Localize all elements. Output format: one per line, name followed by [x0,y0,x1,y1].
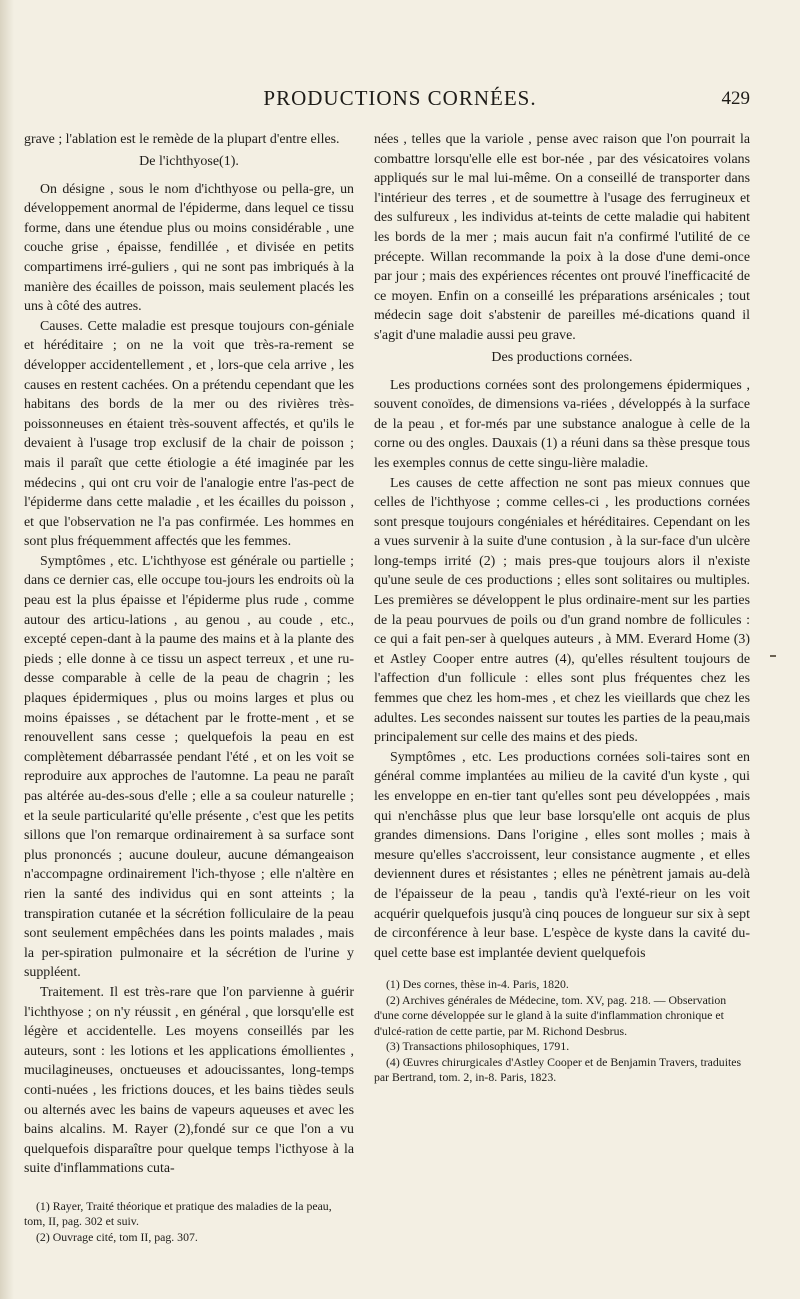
running-title: PRODUCTIONS CORNÉES. [263,86,537,110]
section-heading-productions-cornees: Des productions cornées. [491,349,633,365]
paragraph-ichthyose-definition: On désigne , sous le nom d'ichthyose ou pella-gre, un développement anormal de l'épiderme, dans lequel ce tissu forme, dans une étendue plus ou moins considérable , une couche grise , épaisse, fendillée , et divisée en petits compartimens irré-guliers , qui ne sont pas imbriqués à la manière des écailles de poisson, mais seulement placés les uns à côté des autres. [24,181,354,315]
footnote: (2) Ouvrage cité, tom II, pag. 307. [36,1229,198,1244]
page-gutter-shadow [0,0,14,1299]
paragraph-productions-causes: Les causes de cette affection ne sont pas mieux connues que celles de l'ichthyose ; comme celles-ci , les productions cornées sont presque toujours congéniales et héréditaires. Cependant on les a vues survenir à la suite d'une contusion , à la sur-face d'un ulcère long-temps irrité (2) ; mais pres-que toujours alors il n'existe qu'une seule de ces productions ; elles sont solitaires ou multiples. Les premières se développent le plus ordinaire-ment sur les parties de la peau pourvues de poils ou d'un grand nombre de follicules : ce qui a fait pen-ser à quelques auteurs , à MM. Everard Home (3) et Astley Cooper entre autres (4), qu'elles résultent toujours de l'affection d'un follicule : elles sont plus fréquentes chez les femmes que chez les hom-mes , et chez les vieillards que chez les adultes. Les secondes naissent sur toutes les parties de la peau,mais principalement sur celle des mains et des pieds. [374,475,750,746]
paragraph-ichthyose-traitement: Traitement. Il est très-rare que l'on parvienne à guérir l'ichthyose ; on n'y réussit , en général , que lorsqu'elle est légère et accidentelle. Les moyens conseillés par les auteurs, sont : les lotions et les applications émollientes , mucilagineuses, onctueuses et adoucissantes, long-temps conti-nuées , les frictions douces, et les bains tièdes seuls ou alternés avec les bains de vapeurs aqueuses et avec les bains alcalins. M. Rayer (2),fondé sur ce que l'on a vu quelquefois disparaître pour quelque temps l'icthyose à la suite d'inflammations cuta- [24,984,354,1177]
footnotes-right [374,977,750,1086]
paragraph-productions-symptomes: Symptômes , etc. Les productions cornées soli-taires sont en général comme implantées au milieu de la cavité d'un kyste , qui les enveloppe en en-tier tant qu'elles sont peu développées , mais qui n'enchâsse plus que leur base lorsqu'elle ont acquis de plus grandes dimensions. Dans l'origine , elles sont molles ; mais à mesure qu'elles s'accroissent, leur consistance augmente , et elles deviennent dures et résistantes ; elles ne pénètrent jamais au-delà de l'épaisseur de la peau , tandis qu'à l'exté-rieur on les voit acquérir quelquefois jusqu'à cinq pouces de longueur sur six à sept de circonférence à leur base. L'espèce de kyste dans la cavité du-quel cette base est implantée devient quelquefois [374,749,750,961]
paragraph-intro: grave ; l'ablation est le remède de la plupart d'entre elles. [24,132,340,147]
section-heading-ichthyose: De l'ichthyose(1). [139,153,239,169]
footnote: (3) Transactions philosophiques, 1791. [386,1039,570,1054]
page-number: 429 [721,88,750,109]
right-column [374,130,750,1086]
footnotes-left [24,1199,354,1246]
footnote: (2) Archives générales de Médecine, tom. XV, pag. 218. — Observation d'une corne développée sur le gland à la suite d'inflammation chronique et d'ulcé-ration de cette partie, par M. Richond Desbrus. [374,992,727,1038]
paragraph-ichthyose-symptomes: Symptômes , etc. L'ichthyose est générale ou partielle ; dans ce dernier cas, elle occupe tou-jours les endroits où la peau est la plus épaisse et l'épiderme plus rude , comme autour des articu-lations , au genou , au coude , etc., excepté cepen-dant à la paume des mains et à la plante des pieds ; elle donne à ce tissu un aspect terreux , et une ru-desse comparable à celle de la peau de chagrin ; les plaques épidermiques , plus ou moins larges et plus ou moins épaisses , se détachent par le frotte-ment , et se renouvellent sans cesse ; quelquefois la peau en est complètement débarrassée pendant l'été , et on les voit se reproduire aux approches de l'automne. La peau ne paraît pas altérée au-des-sous d'elle ; elle a sa couleur naturelle ; et la seule particularité qu'elle présente , c'est que les petits sillons que l'on remarque ordinairement à sa surface sont plus prononcés ; aucune douleur, aucune démangeaison n'accompagne ordinairement l'ich-thyose ; elle n'altère en rien la santé des individus qui en sont atteints ; la transpiration cutanée et la sécrétion folliculaire de la peau sont seulement empêchées dans les points malades , mais la per-spiration pulmonaire et la sécrétion de l'urine y suppléent. [24,553,354,981]
footnote: (1) Des cornes, thèse in-4. Paris, 1820. [386,977,569,992]
print-speck [770,655,776,657]
paragraph-continuation: nées , telles que la variole , pense avec raison que l'on pourrait la combattre lorsqu'elle elle est bor-née , par des vésicatoires volans appliqués sur le mal lui-même. On a conseillé de transporter dans l'intérieur des terres , et de soumettre à l'usage des ferrugineux et des sulfureux , les individus at-teints de cette maladie qui habitent les bords de la mer ; mais aucun fait n'a confirmé l'utilité de ce précepte. Willan recommande la poix à la dose d'une demi-once par jour ; mais des expériences récentes ont prouvé l'inefficacité de ce moyen. Enfin on a conseillé les préparations arsénicales ; tout médecin sage doit s'abstenir de pareilles mé-dications quand il s'agit d'une maladie aussi peu grave. [374,132,750,343]
footnote: (4) Œuvres chirurgicales d'Astley Cooper et de Benjamin Travers, traduites par Bertrand, tom. 2, in-8. Paris, 1823. [374,1054,742,1085]
paragraph-productions-definition: Les productions cornées sont des prolongemens épidermiques , souvent conoïdes, de dimensions va-riées , développés à la surface de la peau , et for-més par une substance analogue à celle de la corne ou des ongles. Dauxais (1) a réuni dans sa thèse presque tous les exemples connus de cette singu-lière maladie. [374,377,750,471]
footnote: (1) Rayer, Traité théorique et pratique des maladies de la peau, tom, II, pag. 302 et suiv. [24,1198,332,1229]
running-head [0,86,800,116]
paragraph-ichthyose-causes: Causes. Cette maladie est presque toujours con-géniale et héréditaire ; on ne la voit que très-ra-rement se développer accidentellement , et , lors-que cela arrive , les causes en restent cachées. On a prétendu cependant que les habitans des bords de la mer ou des rivières très-poissonneuses en étaient très-souvent affectés, et qu'ils le devaient à l'usage trop exclusif de la chair de poisson ; mais il paraît que cette étiologie a été imaginée par les médecins , qui ont cru voir de l'analogie entre l'as-pect de l'épiderme dans cette maladie , et les écailles du poisson , et que l'observation ne l'a pas confirmée. Les hommes en sont plus fréquemment affectés que les femmes. [24,318,354,550]
left-column [24,130,354,1245]
